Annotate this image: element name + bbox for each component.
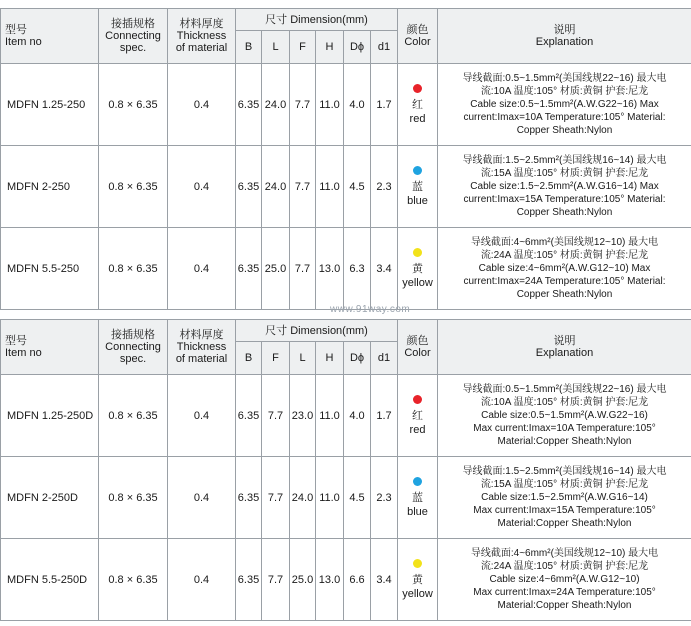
thickness: 0.4 [168, 375, 236, 457]
dim-value: 7.7 [290, 228, 316, 310]
dim-value: 11.0 [316, 375, 344, 457]
color-en: yellow [402, 587, 433, 600]
color-dot-icon [413, 559, 422, 568]
color-dot-icon [413, 166, 422, 175]
color-cn: 红 [412, 98, 423, 111]
dim-value: 11.0 [316, 146, 344, 228]
dim-value: 24.0 [262, 64, 290, 146]
color-cn: 蓝 [412, 491, 423, 504]
dim-col-header: F [262, 342, 290, 375]
connecting-spec: 0.8 × 6.35 [99, 228, 168, 310]
color-cell [398, 146, 438, 228]
table-header-row [1, 320, 691, 342]
spec-table-mdfn-250d [0, 319, 691, 621]
dim-value: 7.7 [290, 64, 316, 146]
header-explanation: 说明 Explanation [438, 9, 691, 64]
color-en: red [409, 112, 426, 125]
header-connecting-spec: 接插规格 Connecting spec. [99, 9, 168, 64]
dim-value: 4.5 [344, 146, 371, 228]
color-cell [398, 64, 438, 146]
connecting-spec: 0.8 × 6.35 [99, 64, 168, 146]
header-model: 型号 Item no [1, 9, 99, 64]
header-thickness: 材料厚度 Thickness of material [168, 320, 236, 375]
dim-value: 13.0 [316, 228, 344, 310]
dim-value: 4.0 [344, 64, 371, 146]
thickness: 0.4 [168, 539, 236, 621]
thickness: 0.4 [168, 228, 236, 310]
connecting-spec: 0.8 × 6.35 [99, 539, 168, 621]
dim-value: 6.35 [236, 64, 262, 146]
dim-col-header: H [316, 342, 344, 375]
spec-table-mdfn-250 [0, 8, 691, 310]
color-en: blue [407, 505, 428, 518]
item-no: MDFN 5.5-250D [1, 539, 99, 621]
color-dot-icon [413, 395, 422, 404]
dim-col-header: Dϕ [344, 31, 371, 64]
dim-value: 13.0 [316, 539, 344, 621]
dim-value: 24.0 [290, 457, 316, 539]
color-en: blue [407, 194, 428, 207]
header-dimension: 尺寸 Dimension(mm) [236, 9, 398, 31]
dim-value: 1.7 [371, 375, 398, 457]
table-row [1, 539, 691, 621]
header-dimension: 尺寸 Dimension(mm) [236, 320, 398, 342]
dim-value: 6.3 [344, 228, 371, 310]
dim-value: 7.7 [290, 146, 316, 228]
dim-col-header: d1 [371, 31, 398, 64]
dim-value: 11.0 [316, 457, 344, 539]
thickness: 0.4 [168, 457, 236, 539]
table-row [1, 64, 691, 146]
dim-value: 7.7 [262, 457, 290, 539]
dim-col-header: L [290, 342, 316, 375]
explanation: 导线截面:4~6mm²(美国线规12~10) 最大电 流:24A 温度:105° 材质:黄铜 护套:尼龙 Cable size:4~6mm²(A.W.G12~10) Max current:Imax=24A Temperature:105° Material:Copper Sheath:Nylon [438, 539, 691, 621]
dim-value: 6.35 [236, 539, 262, 621]
explanation: 导线截面:0.5~1.5mm²(美国线规22~16) 最大电 流:10A 温度:105° 材质:黄铜 护套:尼龙 Cable size:0.5~1.5mm²(A.W.G22~16) Max current:Imax=10A Temperature:105° Material: Copper Sheath:Nylon [438, 64, 691, 146]
color-en: red [409, 423, 426, 436]
dim-value: 2.3 [371, 457, 398, 539]
dim-col-header: B [236, 342, 262, 375]
item-no: MDFN 2-250D [1, 457, 99, 539]
dim-col-header: L [262, 31, 290, 64]
dim-value: 7.7 [262, 375, 290, 457]
dim-value: 6.35 [236, 146, 262, 228]
color-dot-icon [413, 248, 422, 257]
header-model: 型号 Item no [1, 320, 99, 375]
dim-value: 25.0 [262, 228, 290, 310]
thickness: 0.4 [168, 146, 236, 228]
table-row [1, 228, 691, 310]
dim-value: 4.0 [344, 375, 371, 457]
item-no: MDFN 1.25-250D [1, 375, 99, 457]
header-explanation: 说明 Explanation [438, 320, 691, 375]
color-cell [398, 228, 438, 310]
explanation: 导线截面:0.5~1.5mm²(美国线规22~16) 最大电 流:10A 温度:105° 材质:黄铜 护套:尼龙 Cable size:0.5~1.5mm²(A.W.G22~16) Max current:Imax=10A Temperature:105° Material:Copper Sheath:Nylon [438, 375, 691, 457]
watermark: www.91way.com [330, 304, 411, 315]
item-no: MDFN 5.5-250 [1, 228, 99, 310]
color-cn: 蓝 [412, 180, 423, 193]
dim-value: 6.6 [344, 539, 371, 621]
dim-value: 11.0 [316, 64, 344, 146]
color-cell [398, 457, 438, 539]
item-no: MDFN 2-250 [1, 146, 99, 228]
explanation: 导线截面:1.5~2.5mm²(美国线规16~14) 最大电 流:15A 温度:105° 材质:黄铜 护套:尼龙 Cable size:1.5~2.5mm²(A.W.G16~14) Max current:Imax=15A Temperature:105° Material:Copper Sheath:Nylon [438, 457, 691, 539]
connecting-spec: 0.8 × 6.35 [99, 375, 168, 457]
color-cn: 黄 [412, 573, 423, 586]
dim-value: 24.0 [262, 146, 290, 228]
table-row [1, 375, 691, 457]
dim-col-header: F [290, 31, 316, 64]
color-cn: 黄 [412, 262, 423, 275]
connecting-spec: 0.8 × 6.35 [99, 146, 168, 228]
color-cell [398, 539, 438, 621]
dim-value: 6.35 [236, 228, 262, 310]
color-cn: 红 [412, 409, 423, 422]
table-row [1, 146, 691, 228]
dim-value: 6.35 [236, 457, 262, 539]
header-color: 颜色 Color [398, 320, 438, 375]
dim-value: 23.0 [290, 375, 316, 457]
connecting-spec: 0.8 × 6.35 [99, 457, 168, 539]
dim-col-header: H [316, 31, 344, 64]
table-header-row [1, 9, 691, 31]
dim-value: 2.3 [371, 146, 398, 228]
explanation: 导线截面:4~6mm²(美国线规12~10) 最大电 流:24A 温度:105° 材质:黄铜 护套:尼龙 Cable size:4~6mm²(A.W.G12~10) Max current:Imax=24A Temperature:105° Material: Copper Sheath:Nylon [438, 228, 691, 310]
color-cell [398, 375, 438, 457]
dim-value: 4.5 [344, 457, 371, 539]
explanation: 导线截面:1.5~2.5mm²(美国线规16~14) 最大电 流:15A 温度:105° 材质:黄铜 护套:尼龙 Cable size:1.5~2.5mm²(A.W.G16~14) Max current:Imax=15A Temperature:105° Material: Copper Sheath:Nylon [438, 146, 691, 228]
color-en: yellow [402, 276, 433, 289]
dim-col-header: B [236, 31, 262, 64]
dim-value: 3.4 [371, 539, 398, 621]
table-row [1, 457, 691, 539]
header-thickness: 材料厚度 Thickness of material [168, 9, 236, 64]
dim-col-header: Dϕ [344, 342, 371, 375]
dim-value: 25.0 [290, 539, 316, 621]
dim-col-header: d1 [371, 342, 398, 375]
header-connecting-spec: 接插规格 Connecting spec. [99, 320, 168, 375]
color-dot-icon [413, 477, 422, 486]
dim-value: 7.7 [262, 539, 290, 621]
dim-value: 6.35 [236, 375, 262, 457]
thickness: 0.4 [168, 64, 236, 146]
dim-value: 3.4 [371, 228, 398, 310]
header-color: 颜色 Color [398, 9, 438, 64]
item-no: MDFN 1.25-250 [1, 64, 99, 146]
color-dot-icon [413, 84, 422, 93]
dim-value: 1.7 [371, 64, 398, 146]
